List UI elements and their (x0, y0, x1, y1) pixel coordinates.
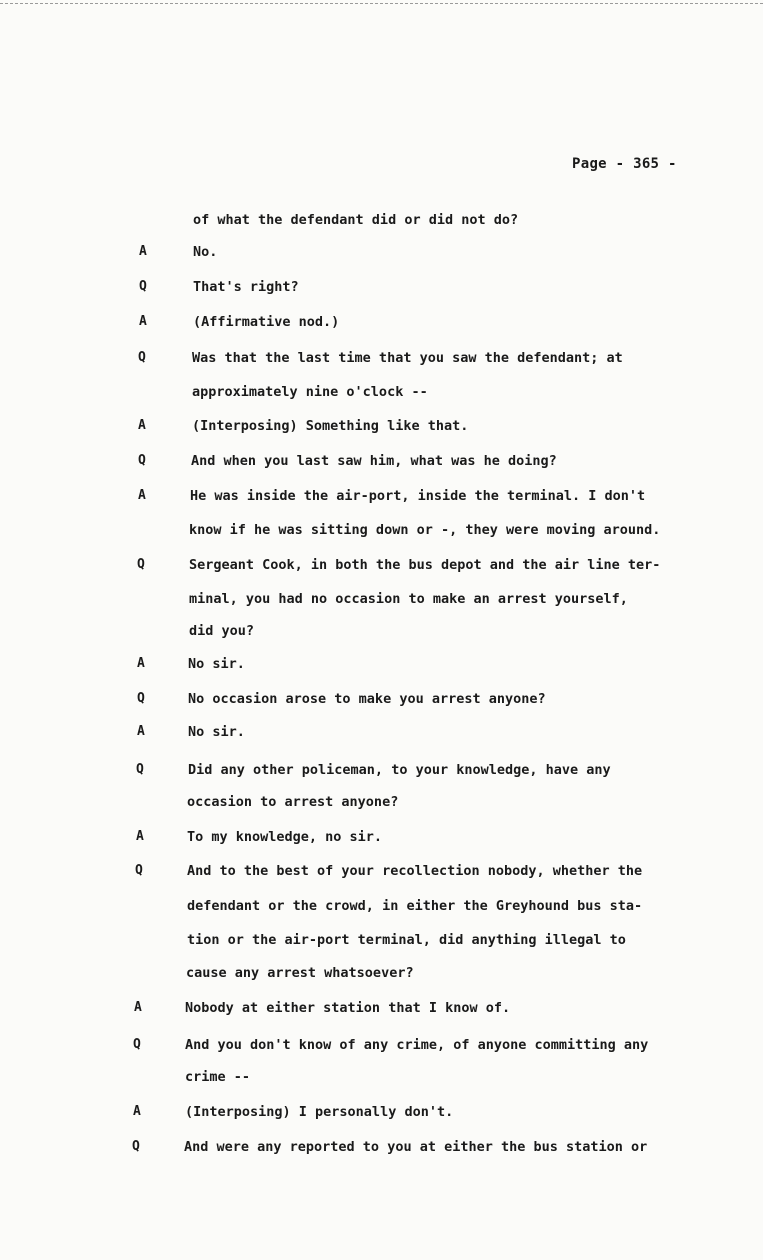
transcript-line: That's right? (193, 279, 299, 295)
speaker-label: A (138, 418, 146, 433)
speaker-label: Q (138, 453, 146, 468)
transcript-line: Did any other policeman, to your knowledge, have any (188, 762, 611, 778)
page-top-edge (0, 3, 763, 4)
transcript-line: approximately nine o'clock -- (192, 384, 428, 400)
speaker-label: A (137, 724, 145, 739)
transcript-line: minal, you had no occasion to make an arrest yourself, (189, 591, 628, 607)
speaker-label: Q (135, 863, 143, 878)
page-number: Page - 365 - (572, 156, 677, 172)
transcript-line: And to the best of your recollection nobody, whether the (187, 863, 643, 879)
speaker-label: A (139, 244, 147, 259)
speaker-label: A (136, 829, 144, 844)
speaker-label: Q (138, 350, 146, 365)
transcript-line: And you don't know of any crime, of anyone committing any (185, 1037, 649, 1053)
speaker-label: Q (136, 762, 144, 777)
transcript-line: Was that the last time that you saw the defendant; at (192, 350, 623, 366)
transcript-line: (Affirmative nod.) (193, 314, 340, 330)
speaker-label: Q (133, 1037, 141, 1052)
transcript-line: did you? (189, 623, 255, 639)
transcript-line: Sergeant Cook, in both the bus depot and the air line ter- (189, 557, 661, 573)
transcript-line: No. (193, 244, 218, 260)
transcript-line: tion or the air-port terminal, did anything illegal to (187, 932, 626, 948)
transcript-line: of what the defendant did or did not do? (193, 212, 519, 228)
speaker-label: Q (137, 557, 145, 572)
speaker-label: A (133, 1104, 141, 1119)
transcript-line: No sir. (188, 724, 245, 740)
transcript-line: And were any reported to you at either the bus station or (184, 1139, 648, 1155)
transcript-line: crime -- (185, 1069, 251, 1085)
transcript-line: He was inside the air-port, inside the terminal. I don't (190, 488, 646, 504)
transcript-line: know if he was sitting down or -, they were moving around. (189, 522, 661, 538)
transcript-line: cause any arrest whatsoever? (186, 965, 414, 981)
transcript-line: Nobody at either station that I know of. (185, 1000, 511, 1016)
speaker-label: A (139, 314, 147, 329)
transcript-line: No sir. (188, 656, 245, 672)
speaker-label: Q (139, 279, 147, 294)
transcript-line: (Interposing) Something like that. (192, 418, 469, 434)
transcript-line: To my knowledge, no sir. (187, 829, 383, 845)
transcript-line: No occasion arose to make you arrest anyone? (188, 691, 546, 707)
transcript-line: (Interposing) I personally don't. (185, 1104, 454, 1120)
speaker-label: Q (137, 691, 145, 706)
transcript-line: occasion to arrest anyone? (187, 794, 399, 810)
speaker-label: Q (132, 1139, 140, 1154)
speaker-label: A (134, 1000, 142, 1015)
transcript-line: And when you last saw him, what was he doing? (191, 453, 557, 469)
speaker-label: A (137, 656, 145, 671)
speaker-label: A (138, 488, 146, 503)
transcript-line: defendant or the crowd, in either the Greyhound bus sta- (187, 898, 643, 914)
